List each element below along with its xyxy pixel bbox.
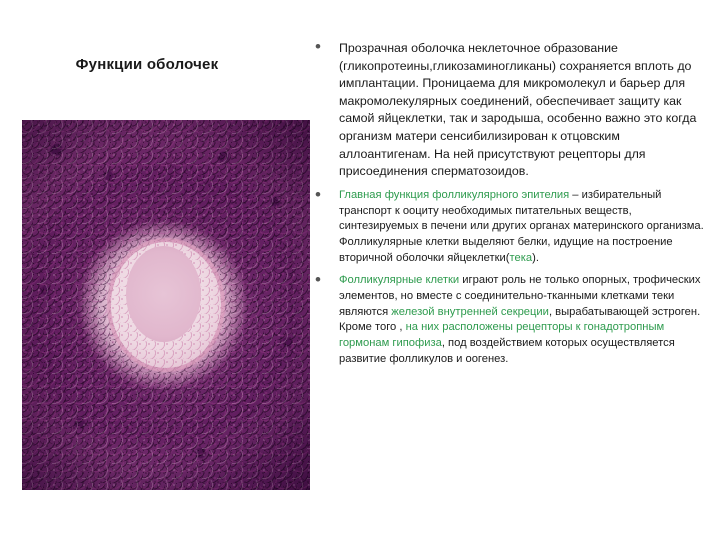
bullet-3 (305, 273, 705, 367)
bullet-list-container (305, 40, 705, 374)
page-title: Функции оболочек (75, 56, 219, 73)
bullet-2-segment-2: тека (509, 251, 533, 264)
micrograph-vignette (22, 120, 310, 490)
bullet-2-segment-3: ). (532, 251, 539, 264)
bullet-3-segment-4: на них расположены рецепторы к гонадотропным гормонам гипофиза (339, 321, 665, 349)
bullet-3-segment-0: Фолликулярные клетки (339, 274, 460, 287)
bullet-3-segment-3: , вырабатывающей эстроген. Кроме того , (339, 305, 701, 334)
bullet-1-segment-0: Прозрачная оболочка неклеточное образование (гликопротеины,гликозаминогликаны) сохраняется вплоть до имплантации. Проницаема для микромолекул и барьер для макромолекулярных соединений, обеспечивает защиту как самой яйцеклетки, так и зародыша, особенно важно это когда организм матери сенсибилизирован к отцовским аллоантигенам. На ней присутствуют рецепторы для присоединения сперматозоидов. (339, 41, 697, 179)
bullet-2 (305, 188, 705, 266)
bullet-list (305, 40, 705, 367)
bullet-2-segment-0: Главная функция фолликулярного эпителия (339, 188, 570, 201)
bullet-2-segment-1: – избирательный транспорт к ооциту необходимых питательных веществ, синтезируемых в печени или других органах материнского организма. Фолликулярные клетки выделяют белки, идущие на построение вторичной оболочки яйцеклетки( (339, 188, 704, 264)
ovarian-follicle-micrograph (22, 120, 310, 490)
bullet-3-segment-2: железой внутренней секреции (391, 305, 549, 318)
bullet-3-segment-1: играют роль не только опорных, трофических элементов, но вместе с соединительно-тканными клетками теки являются (339, 274, 701, 318)
bullet-1 (305, 40, 705, 181)
bullet-3-segment-5: , под воздействием которых осуществляется развитие фолликулов и оогенез. (339, 336, 675, 365)
